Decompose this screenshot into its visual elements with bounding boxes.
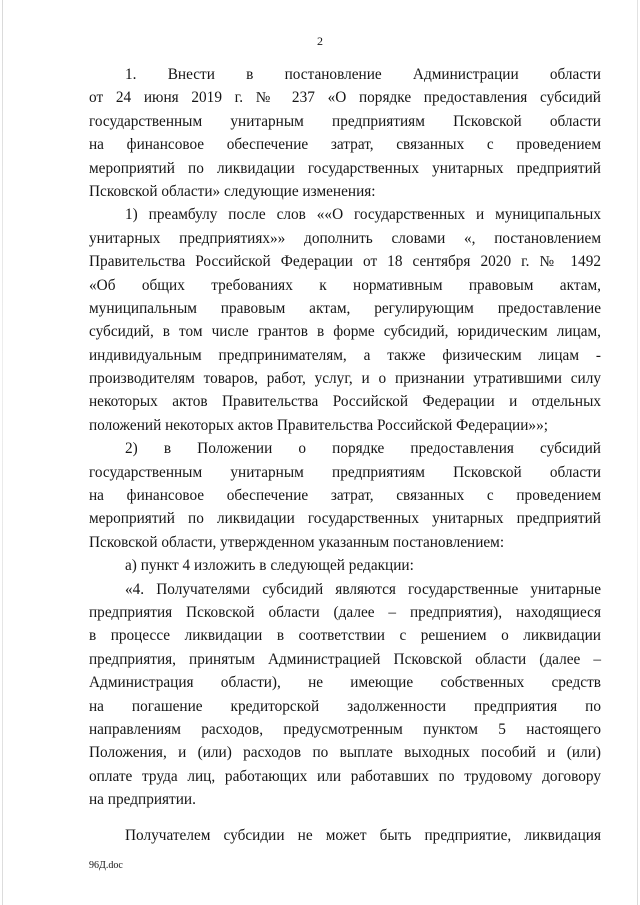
text-line: мероприятий по ликвидации государственных унитарных предприятий [89,159,601,177]
text-line: Правительства Российской Федерации от 18 сентября 2020 г. № 1492 [89,253,601,271]
text-line: а) пункт 4 изложить в следующей редакции: [125,557,414,575]
text-line: от 24 июня 2019 г. № 237 «О порядке предоставления субсидий [89,89,601,107]
text-line: субсидий, в том числе грантов в форме субсидий, юридическим лицам, [89,323,601,341]
text-line: «Об общих требованиях к нормативным правовым актам, [89,276,601,294]
text-line: Псковской области, утвержденном указанным постановлением: [89,533,505,551]
document-body [89,63,601,847]
text-line: Получателем субсидии не может быть предприятие, ликвидация [125,826,601,844]
text-line: государственным унитарным предприятиям Псковской области [89,463,601,481]
text-line: производителям товаров, работ, услуг, и о признании утратившими силу [89,370,601,388]
text-line: унитарных предприятиях»» дополнить словами «, постановлением [89,229,601,247]
text-line: на предприятии. [89,791,196,809]
text-line: направлениям расходов, предусмотренным пунктом 5 настоящего [89,720,601,738]
text-line: на финансовое обеспечение затрат, связанных с проведением [89,487,601,505]
text-line: предприятия, принятым Администрацией Псковской области (далее – [89,650,601,668]
footer-filename: 96Д.doc [89,860,123,871]
paragraph-gap [89,812,601,824]
text-line: положений некоторых актов Правительства Российской Федерации»»; [89,416,548,434]
scan-edge-left [2,0,3,905]
scan-edge-right [637,0,638,905]
text-line: «4. Получателями субсидий являются государственные унитарные [125,580,601,598]
text-line: государственным унитарным предприятиям Псковской области [89,112,601,130]
text-line: предприятия Псковской области (далее – предприятия), находящиеся [89,603,601,621]
text-line: 1) преамбулу после слов ««О государственных и муниципальных [125,206,601,224]
text-line: Положения, и (или) расходов по выплате выходных пособий и (или) [89,744,601,762]
text-line: индивидуальным предпринимателям, а также физическим лицам - [89,346,601,364]
text-line: на финансовое обеспечение затрат, связанных с проведением [89,136,601,154]
text-line: Псковской области» следующие изменения: [89,182,376,200]
page-number: 2 [317,34,323,48]
text-line: мероприятий по ликвидации государственных унитарных предприятий [89,510,601,528]
text-line: на погашение кредиторской задолженности предприятия по [89,697,601,715]
text-line: 1. Внести в постановление Администрации области [125,66,601,83]
text-line: 2) в Положении о порядке предоставления субсидий [125,440,601,458]
text-line: в процессе ликвидации в соответствии с решением о ликвидации [89,627,601,645]
text-line: муниципальным правовым актам, регулирующим предоставление [89,299,601,317]
text-line: Администрация области), не имеющие собственных средств [89,674,601,692]
text-line: оплате труда лиц, работающих или работавших по трудовому договору [89,767,601,785]
text-line: некоторых актов Правительства Российской Федерации и отдельных [89,393,601,411]
